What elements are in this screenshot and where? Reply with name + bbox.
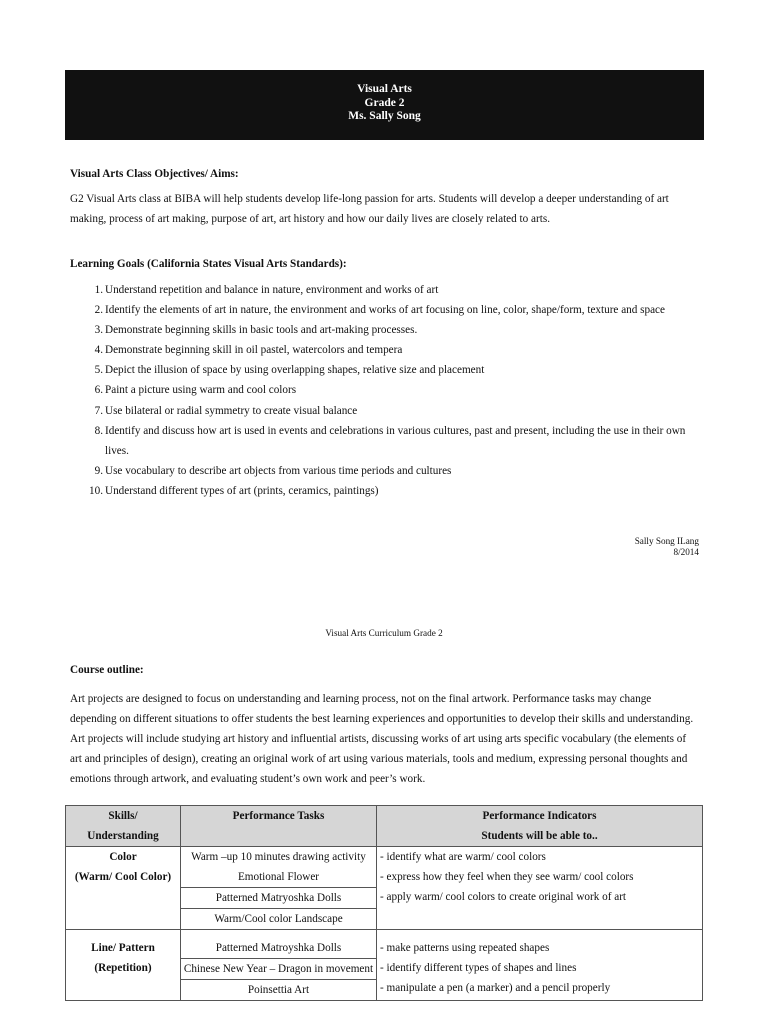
indicators-cell (377, 847, 703, 930)
indicator-item: - identify different types of shapes and lines (380, 962, 577, 974)
list-item: 7. Use bilateral or radial symmetry to create visual balance (94, 404, 358, 417)
tasks-cell (181, 930, 377, 1001)
table-header-row (66, 806, 703, 847)
header-tasks: Performance Tasks (181, 806, 377, 847)
header-skills: Skills/ Understanding (66, 806, 181, 847)
header-indicators: Performance Indicators Students will be able to.. (377, 806, 703, 847)
signature-block (635, 536, 699, 558)
task-item: Warm/Cool color Landscape (214, 913, 343, 925)
goals-list (70, 280, 700, 501)
signature-name: Sally Song ILang (634, 536, 699, 546)
curriculum-title: Visual Arts Curriculum Grade 2 (325, 628, 443, 638)
task-item: Patterned Matroyshka Dolls (181, 938, 376, 959)
tasks-cell (181, 847, 377, 930)
task-item: Chinese New Year – Dragon in movement (181, 959, 376, 980)
indicator-item: - apply warm/ cool colors to create original work of art (380, 891, 627, 903)
list-item: 10. Understand different types of art (prints, ceramics, paintings) (89, 484, 379, 497)
list-item: 1. Understand repetition and balance in nature, environment and works of art (94, 284, 439, 296)
course-heading: Course outline: (70, 664, 144, 676)
skill-cell: Color (Warm/ Cool Color) (66, 847, 181, 930)
curriculum-table (65, 805, 703, 1001)
goals-heading: Learning Goals (California States Visual Arts Standards): (70, 258, 347, 270)
list-item: 8. Identify and discuss how art is used in events and celebrations in various cultures, past and present, including the use in their own lives. (94, 424, 686, 457)
list-item: 2. Identify the elements of art in nature, the environment and works of art focusing on line, color, shape/form, texture and space (94, 304, 665, 317)
indicator-item: - manipulate a pen (a marker) and a pencil properly (380, 982, 611, 994)
list-item: 6. Paint a picture using warm and cool colors (94, 384, 297, 397)
header-grade: Grade 2 (364, 96, 405, 109)
objectives-heading: Visual Arts Class Objectives/ Aims: (70, 168, 239, 180)
table-row (66, 930, 703, 1001)
list-item: 9. Use vocabulary to describe art objects from various time periods and cultures (94, 464, 452, 477)
indicator-item: - identify what are warm/ cool colors (380, 851, 546, 863)
document-header (65, 70, 704, 140)
skill-cell: Line/ Pattern (Repetition) (66, 930, 181, 1001)
indicator-item: - express how they feel when they see warm/ cool colors (380, 871, 634, 883)
list-item: 3. Demonstrate beginning skills in basic tools and art-making processes. (94, 324, 418, 337)
indicators-cell (377, 930, 703, 1001)
task-item: Patterned Matryoshka Dolls (181, 888, 376, 909)
objectives-text: G2 Visual Arts class at BIBA will help students develop life-long passion for arts. Students will develop a deeper understanding of art making, process of art making, purpose of art, art history and how our daily lives are closely related to arts. (70, 193, 669, 225)
header-subject: Visual Arts (357, 83, 412, 95)
task-item: Poinsettia Art (247, 984, 310, 996)
signature-date: 8/2014 (673, 547, 699, 557)
task-item: Warm –up 10 minutes drawing activity Emotional Flower (181, 847, 376, 888)
table-row (66, 847, 703, 930)
indicator-item: - make patterns using repeated shapes (380, 942, 550, 954)
list-item: 5. Depict the illusion of space by using overlapping shapes, relative size and placement (94, 364, 485, 377)
header-teacher: Ms. Sally Song (348, 110, 421, 122)
course-text: Art projects are designed to focus on understanding and learning process, not on the final artwork. Performance tasks may change depending on different situations to offer students the best learning experiences and opportunities to develop their skills and understanding. Art projects will include studying art history and influential artists, discussing works of art using arts specific vocabulary (the elements of art and principles of design), creating an original work of art using various materials, tools and medium, expressing personal thoughts and emotions through artwork, and evaluating student’s own work and peer’s work. (70, 693, 694, 785)
list-item: 4. Demonstrate beginning skill in oil pastel, watercolors and tempera (94, 344, 403, 357)
